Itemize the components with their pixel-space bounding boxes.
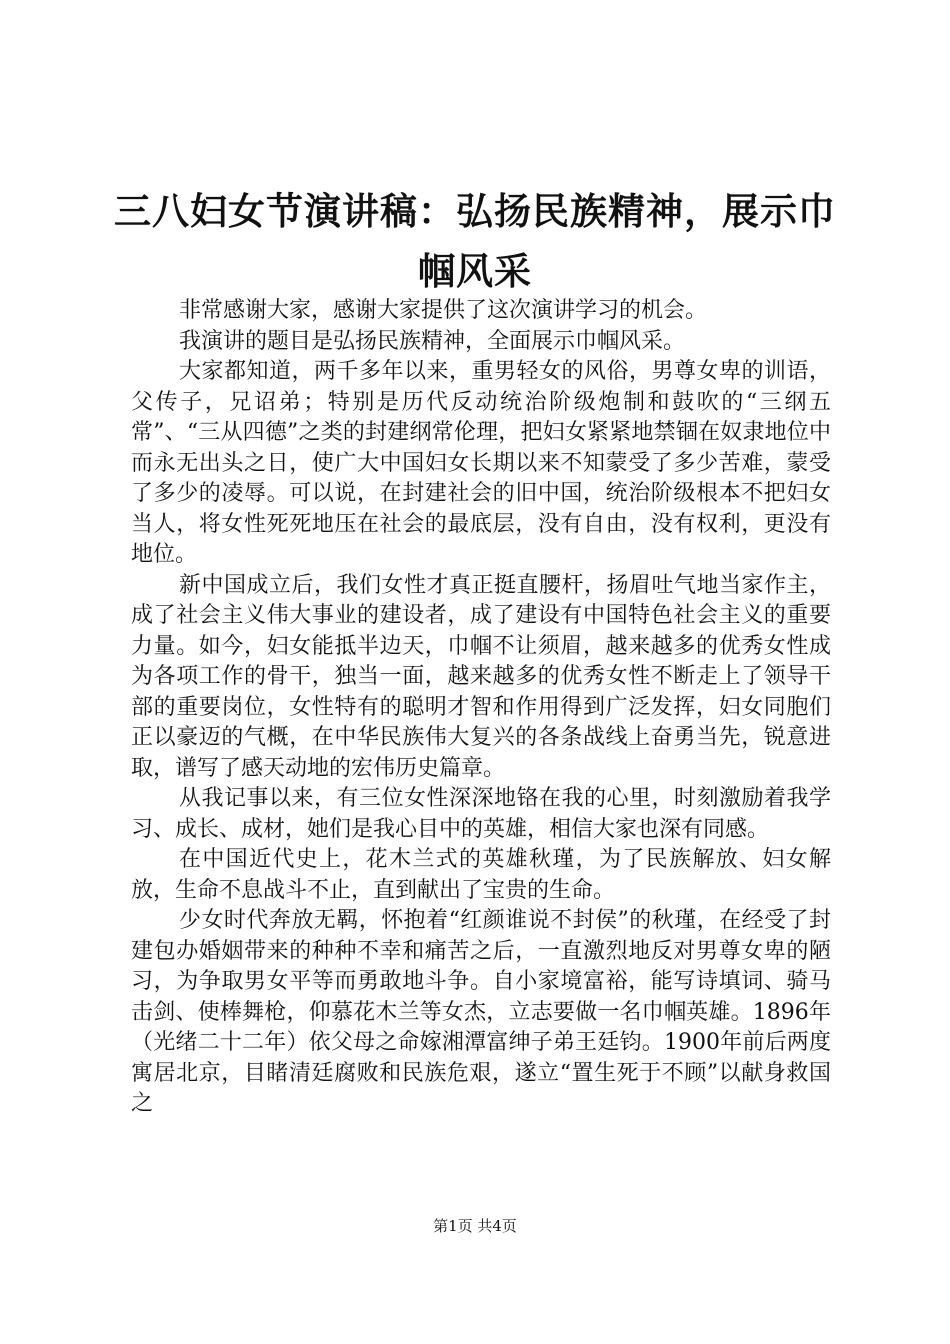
- paragraph-4: 新中国成立后，我们女性才真正挺直腰杆，扬眉吐气地当家作主，成了社会主义伟大事业的建设者，成了建设有中国特色社会主义的重要力量。如今，妇女能抵半边天，巾帼不让须眉，越来越多的优秀女性成为各项工作的骨干，独当一面，越来越多的优秀女性不断走上了领导干部的重要岗位，女性特有的聪明才智和作用得到广泛发挥，妇女同胞们正以豪迈的气概，在中华民族伟大复兴的各条战线上奋勇当先，锐意进取，谱写了感天动地的宏伟历史篇章。: [131, 572, 831, 781]
- paragraph-3: 大家都知道，两千多年以来，重男轻女的风俗，男尊女卑的训语，父传子，兄诏弟；特别是历代反动统治阶级炮制和鼓吹的“三纲五常”、“三从四德”之类的封建纲常伦理，把妇女紧紧地禁锢在奴隶地位中而永无出头之日，使广大中国妇女长期以来不知蒙受了多少苦难，蒙受了多少的凌辱。可以说，在封建社会的旧中国，统治阶级根本不把妇女当人，将女性死死地压在社会的最底层，没有自由，没有权利，更没有地位。: [131, 359, 831, 567]
- paragraph-7: 少女时代奔放无羁，怀抱着“红颜谁说不封侯”的秋瑾，在经受了封建包办婚姻带来的种种不幸和痛苦之后，一直激烈地反对男尊女卑的陋习，为争取男女平等而勇敢地斗争。自小家境富裕，能写诗填词、骑马击剑、使棒舞枪，仰慕花木兰等女杰，立志要做一名巾帼英雄。1896年（光绪二十二年）依父母之命嫁湘潭富绅子弟王廷钧。1900年前后两度寓居北京，目睹清廷腐败和民族危艰，遂立“置生死于不顾”以献身救国之: [131, 908, 831, 1116]
- paragraph-5: 从我记事以来，有三位女性深深地铬在我的心里，时刻激励着我学习、成长、成材，她们是我心目中的英雄，相信大家也深有同感。: [131, 786, 831, 842]
- document-body: [131, 296, 831, 1120]
- paragraph-6: 在中国近代史上，花木兰式的英雄秋瑾，为了民族解放、妇女解放，生命不息战斗不止，直到献出了宝贵的生命。: [131, 847, 831, 903]
- paragraph-2: 我演讲的题目是弘扬民族精神，全面展示巾帼风采。: [179, 328, 686, 354]
- paragraph-1: 非常感谢大家，感谢大家提供了这次演讲学习的机会。: [179, 298, 708, 323]
- page-footer: 第1页 共4页: [433, 1217, 517, 1235]
- document-title: 三八妇女节演讲稿：弘扬民族精神，展示巾帼风采: [114, 190, 836, 293]
